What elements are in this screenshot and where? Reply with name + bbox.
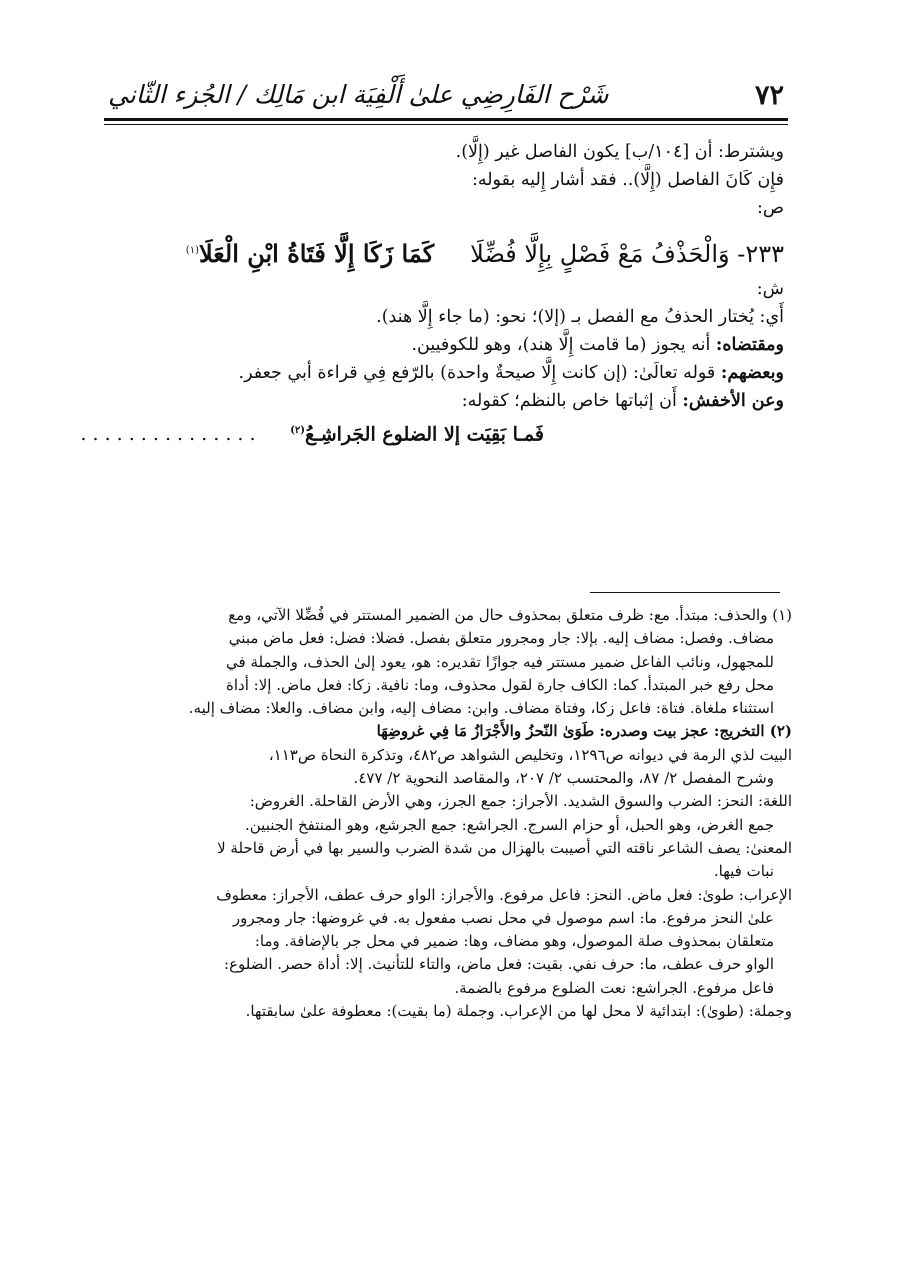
verse-ellipsis: . . . . . . . . . . . . . . .: [80, 423, 256, 446]
footnote-2-line: متعلقان بمحذوف صلة الموصول، وهو مضاف، وها: ضمير في محل جر بالإضافة. وما:: [254, 932, 774, 951]
footnote-2-line: المعنىٰ: يصف الشاعر ناقته التي أصيبت بالهزال من شدة الضرب والسير بها في أرض قاحلة لا: [217, 838, 792, 857]
label-akhfash: وعن الأخفش:: [682, 391, 784, 411]
label-implication: ومقتضاه:: [715, 335, 784, 355]
footnote-2-line: فاعل مرفوع. الجراشع: نعت الضلوع مرفوع بالضمة.: [454, 978, 774, 997]
footnote-1-line: محل رفع خبر المبتدأ. كما: الكاف جارة لقول محذوف، وما: نافية. زكا: فعل ماض. إلا: أداة: [226, 675, 774, 694]
shin-marker: ش:: [756, 279, 784, 299]
footnote-2-line: البيت لذي الرمة في ديوانه ص١٢٩٦، وتخليص الشواهد ص٤٨٢، وتذكرة النحاة ص١١٣،: [268, 745, 792, 764]
footnote-separator: [590, 592, 780, 593]
footnote-1-line: مضاف. وفصل: مضاف إليه. بإلا: جار ومجرور متعلق بفصل. فضلا: فضل: فعل ماض مبني: [228, 629, 774, 648]
text-akhfash: أَن إثباتها خاص بالنظم؛ كقوله:: [461, 391, 683, 411]
footnote-2-line: (٢) التخريج: عجز بيت وصدره: طَوَىٰ النّحزُ والأَجْرَازُ مَا فِي غروضِهَا: [376, 722, 792, 741]
footnotes: [118, 604, 792, 1023]
paragraph-exception: فإِن كَانَ الفاصل (إِلَّا).. فقد أشار إِليه بقوله:: [471, 170, 784, 190]
header-rule-thin: [104, 124, 788, 125]
text-some: قوله تعالَىٰ: (إن كانت إِلَّا صيحةٌ واحدة) بالرّفع فِي قراءة أبي جعفر.: [238, 363, 721, 383]
page-header: [108, 72, 784, 116]
verse-quote: [80, 415, 784, 450]
footnote-1-line: (١) والحذف: مبتدأ. مع: ظرف متعلق بمحذوف حال من الضمير المستتر في فُضِّلا الآتي، ومع: [228, 606, 792, 624]
running-title: شَرْح الفَارِضِي علىٰ أَلْفِيَة ابن مَالِك / الجُزء الثّاني: [108, 80, 609, 109]
footnote-1-line: استثناء ملغاة. فتاة: فاعل زكا، وفتاة مضاف. وابن: مضاف إليه، وابن مضاف. والعلا: مضاف إليه.: [188, 699, 774, 718]
paragraph-explanation: أَي: يُختار الحذفُ مع الفصل بـ (إلا)؛ نحو: (ما جاء إِلَّا هند).: [376, 307, 784, 327]
paragraph-some: [120, 359, 784, 387]
label-some: وبعضهم:: [720, 363, 784, 383]
text-implication: أنه يجوز (ما قامت إِلَّا هند)، وهو للكوفيين.: [411, 335, 716, 355]
verse-233: [120, 230, 784, 275]
footnote-2-line: الإعراب: طوىٰ: فعل ماض. النحز: فاعل مرفوع. والأجراز: الواو حرف عطف، الأجراز: معطوف: [216, 885, 792, 904]
header-rule-thick: [104, 118, 788, 121]
footnote-2-line: وشرح المفصل ٢/ ٨٧، والمحتسب ٢/ ٢٠٧، والمقاصد النحوية ٢/ ٤٧٧.: [353, 769, 774, 788]
paragraph-condition: ويشترط: أن [١٠٤/ب] يكون الفاصل غير (إِلَّا).: [455, 142, 784, 162]
paragraph-akhfash: [120, 387, 784, 415]
footnote-2-line: جمع الغرض، وهو الحبل، أو حزام السرج. الجراشع: جمع الجرشع، وهو المنتفخ الجنبين.: [245, 815, 774, 834]
verse-quote-text: فَمـا بَقِيَت إلا الضلوع الجَراشِـعُ: [305, 423, 544, 446]
footnote-1-line: للمجهول، ونائب الفاعل ضمير مستتر فيه جوازًا تقديره: هو، يعود إلىٰ الحذف، والجملة في: [226, 652, 774, 671]
footnote-2-line: الواو حرف عطف، ما: حرف نفي. بقيت: فعل ماض، والتاء للتأنيث. إلا: أداة حصر. الضلوع:: [224, 955, 774, 974]
sad-marker: ص:: [756, 198, 784, 218]
main-text: [80, 138, 784, 450]
footnote-2-line: علىٰ النحز مرفوع. ما: اسم موصول في محل نصب مفعول به. في غروضها: جار ومجرور: [232, 908, 774, 927]
verse-233-second-half: كَمَا زَكَا إِلَّا فَتَاةُ ابْنِ الْعَلَا: [198, 239, 435, 268]
page-number: ٧٢: [754, 80, 784, 111]
footnote-ref-2: (٢): [290, 425, 306, 436]
verse-233-first-half: ٢٣٣- وَالْحَذْفُ مَعْ فَصْلٍ بِإِلَّا فُضِّلَا: [470, 240, 784, 268]
footnote-2-line: وجملة: (طوىٰ): ابتدائية لا محل لها من الإعراب. وجملة (ما بقيت): معطوفة علىٰ سابقتها.: [245, 1002, 792, 1021]
footnote-2-line: نبات فيها.: [713, 862, 774, 881]
footnote-2-line: اللغة: النحز: الضرب والسوق الشديد. الأجراز: جمع الجرز، وهي الأرض القاحلة. الغروض:: [249, 792, 792, 811]
paragraph-implication: [120, 331, 784, 359]
footnote-ref-1: (١): [185, 245, 199, 256]
